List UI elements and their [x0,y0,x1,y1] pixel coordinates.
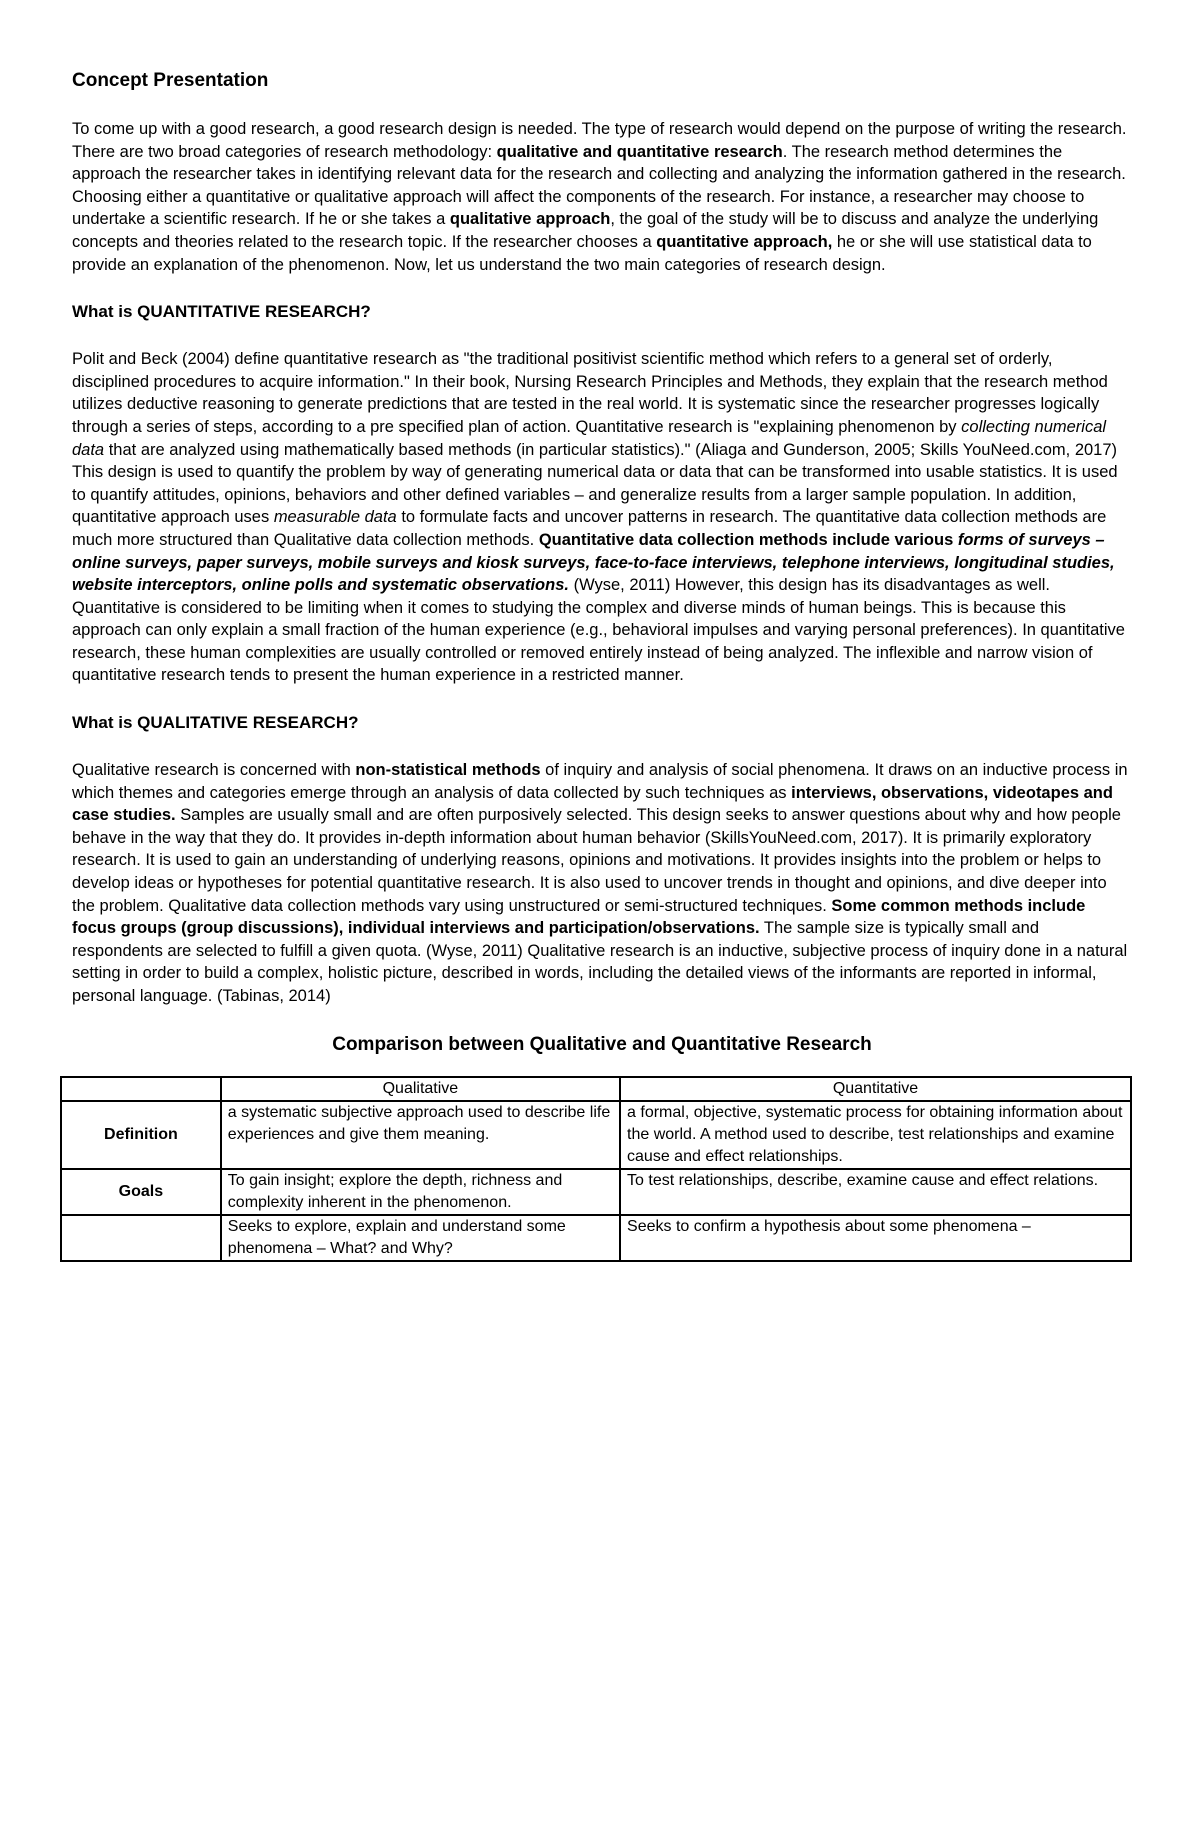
text-run: To come up with a good research, a good research design is needed. The type of research would depend on the purpose of writing the research. There are two broad categories of research methodology: [72,120,1127,161]
text-run: qualitative and quantitative research [496,142,783,161]
text-run: collecting numerical data [72,417,1107,459]
quantitative-cell: To test relationships, describe, examine cause and effect relations. [620,1169,1131,1215]
comparison-title: Comparison between Qualitative and Quantitative Research [332,1033,872,1055]
quantitative-cell: Seeks to confirm a hypothesis about some phenomena – [620,1215,1131,1261]
concept-paragraph [72,118,1132,276]
row-label: Goals [61,1169,221,1215]
table-row-goals [61,1169,1131,1215]
text-run: The sample size is typically small and respondents are selected to fulfill a given quota. (Wyse, 2011) Qualitative research is an inductive, subjective process of inquiry done in a natural setting in order to build a complex, holistic picture, described in words, including the detailed views of the informants are reported in informal, personal language. (Tabinas, 2014) [72,919,1128,1005]
quantitative-heading: What is QUANTITATIVE RESEARCH? [72,302,371,322]
text-run: Polit and Beck (2004) define quantitative research as "the traditional positivist scientific method which refers to a general set of orderly, disciplined procedures to acquire information." In their book, Nursing Research Principles and Methods, they explain that the research method utilizes deductive reasoning to generate predictions that are tested in the real world. It is systematic since the researcher progresses logically through a series of steps, according to a pre specified plan of action. Quantitative research is "explaining phenomenon by [72,350,1108,436]
qualitative-cell: a systematic subjective approach used to describe life experiences and give them meaning. [221,1101,620,1169]
text-run: Qualitative research is concerned with [72,761,356,780]
table-row-definition [61,1101,1131,1169]
table-header-quantitative: Quantitative [620,1077,1131,1101]
text-run: . The research method determines the approach the researcher takes in identifying relevant data for the research and collecting and analyzing the information gathered in the research. Choosing either a quantitative or qualitative approach will affect the components of the research. For instance, a researcher may choose to undertake a scientific research. If he or she takes a [72,142,1126,229]
table-header-row [61,1077,1131,1101]
document-page [72,70,1132,1262]
text-run: of inquiry and analysis of social phenomena. It draws on an inductive process in which themes and categories emerge through an analysis of data collected by such techniques as [72,761,1128,802]
text-run: forms of surveys – online surveys, paper surveys, mobile surveys and kiosk surveys, face-to-face interviews, telephone interviews, longitudinal studies, website interceptors, online polls and systematic observations. [72,530,1115,595]
text-run: Quantitative data collection methods include various [538,530,958,549]
qualitative-cell: To gain insight; explore the depth, richness and complexity inherent in the phenomenon. [221,1169,620,1215]
text-run: quantitative approach, [656,232,833,251]
quantitative-cell: a formal, objective, systematic process for obtaining information about the world. A method used to describe, test relationships and examine cause and effect relationships. [620,1101,1131,1169]
text-run: he or she will use statistical data to provide an explanation of the phenomenon. Now, let us understand the two main categories of research design. [72,232,1092,274]
quantitative-paragraph [72,348,1132,687]
text-run: (Wyse, 2011) However, this design has its disadvantages as well. Quantitative is considered to be limiting when it comes to studying the complex and diverse minds of human beings. This is because this approach can only explain a small fraction of the human experience (e.g., behavioral impulses and varying personal preferences). In quantitative research, these human complexities are usually controlled or removed entirely instead of being analyzed. The inflexible and narrow vision of quantitative research tends to present the human experience in a restricted manner. [72,576,1125,685]
comparison-table [60,1076,1132,1262]
text-run: Some common methods include focus groups (group discussions), individual interviews and participation/observations. [72,896,1086,938]
qualitative-cell: Seeks to explore, explain and understand some phenomena – What? and Why? [221,1215,620,1261]
table-header-qualitative: Qualitative [221,1077,620,1101]
qualitative-heading: What is QUALITATIVE RESEARCH? [72,713,359,733]
text-run: interviews, observations, videotapes and case studies. [72,783,1113,825]
qualitative-paragraph [72,759,1132,1008]
row-label [61,1215,221,1261]
table-row-purpose [61,1215,1131,1261]
text-run: measurable data [273,508,397,527]
text-run: non-statistical methods [355,761,541,780]
text-run: that are analyzed using mathematically based methods (in particular statistics)." (Aliaga and Gunderson, 2005; Skills YouNeed.com, 2017) This design is used to quantify the problem by way of generating numerical data or data that can be transformed into usable statistics. It is used to quantify attitudes, opinions, behaviors and other defined variables – and generalize results from a larger sample population. In addition, quantitative approach uses [72,440,1118,527]
concept-title: Concept Presentation [72,70,269,91]
table-header-blank [61,1077,221,1101]
text-run: , the goal of the study will be to discuss and analyze the underlying concepts and theories related to the research topic. If the researcher chooses a [72,210,1099,251]
row-label: Definition [61,1101,221,1169]
text-run: qualitative approach [449,210,611,229]
text-run: Samples are usually small and are often purposively selected. This design seeks to answer questions about why and how people behave in the way that they do. It provides in-depth information about human behavior (SkillsYouNeed.com, 2017). It is primarily exploratory research. It is used to gain an understanding of underlying reasons, opinions and motivations. It provides insights into the problem or helps to develop ideas or hypotheses for potential quantitative research. It is also used to uncover trends in thought and opinions, and dive deeper into the problem. Qualitative data collection methods vary using unstructured or semi-structured techniques. [72,806,1121,915]
text-run: to formulate facts and uncover patterns in research. The quantitative data collection methods are much more structured than Qualitative data collection methods. [72,508,1107,549]
